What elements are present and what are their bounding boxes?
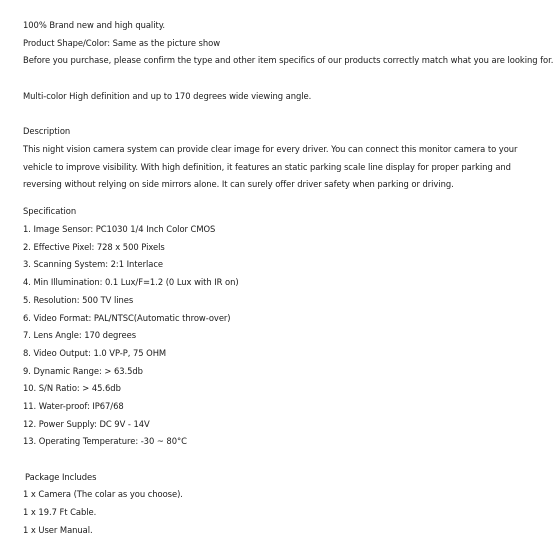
spec-item: 1. Image Sensor: PC1030 1/4 Inch Color CMOS	[23, 224, 216, 235]
description-heading: Description	[23, 126, 71, 137]
intro-confirm-line: Before you purchase, please confirm the type and other item specifics of our products correctly match what you are looking for.	[23, 55, 553, 66]
specification-list	[23, 225, 493, 447]
spacer	[23, 455, 493, 473]
package-item: 1 x Camera (The colar as you choose).	[23, 489, 183, 500]
product-description-document	[23, 20, 553, 543]
spec-item: 7. Lens Angle: 170 degrees	[23, 330, 137, 341]
spacer	[23, 74, 493, 92]
spec-item: 2. Effective Pixel: 728 x 500 Pixels	[23, 241, 165, 252]
spec-item: 12. Power Supply: DC 9V - 14V	[23, 418, 150, 429]
spec-item: 11. Water-proof: IP67/68	[23, 400, 124, 411]
specification-heading: Specification	[23, 206, 77, 217]
spec-item: 13. Operating Temperature: -30 ~ 80°C	[23, 436, 187, 447]
package-item: 1 x 19.7 Ft Cable.	[23, 507, 97, 518]
package-list	[23, 490, 493, 535]
spec-item: 6. Video Format: PAL/NTSC(Automatic throw-over)	[23, 312, 231, 323]
spec-item: 10. S/N Ratio: > 45.6db	[23, 383, 121, 394]
intro-shape-color-line: Product Shape/Color: Same as the picture show	[23, 37, 221, 48]
description-line: reversing without relying on side mirrors alone. It can surely offer driver safety when parking or driving.	[23, 179, 454, 190]
feature-line: Multi-color High definition and up to 170 degrees wide viewing angle.	[23, 90, 312, 101]
description-line: This night vision camera system can provide clear image for every driver. You can connect this monitor camera to your	[23, 143, 518, 154]
spec-item: 8. Video Output: 1.0 VP-P, 75 OHM	[23, 347, 167, 358]
package-heading: Package Includes	[25, 471, 97, 482]
spacer	[23, 109, 493, 127]
spec-item: 5. Resolution: 500 TV lines	[23, 294, 134, 305]
package-item: 1 x User Manual.	[23, 524, 93, 535]
spec-item: 9. Dynamic Range: > 63.5db	[23, 365, 143, 376]
spec-item: 4. Min Illumination: 0.1 Lux/F=1.2 (0 Lux with IR on)	[23, 277, 239, 288]
spacer	[23, 198, 493, 208]
spec-item: 3. Scanning System: 2:1 Interlace	[23, 259, 164, 270]
description-line: vehicle to improve visibility. With high definition, it features an static parking scale line display for proper parking and	[23, 161, 511, 172]
intro-brand-new-line: 100% Brand new and high quality.	[23, 20, 166, 30]
description-paragraph	[23, 143, 518, 190]
